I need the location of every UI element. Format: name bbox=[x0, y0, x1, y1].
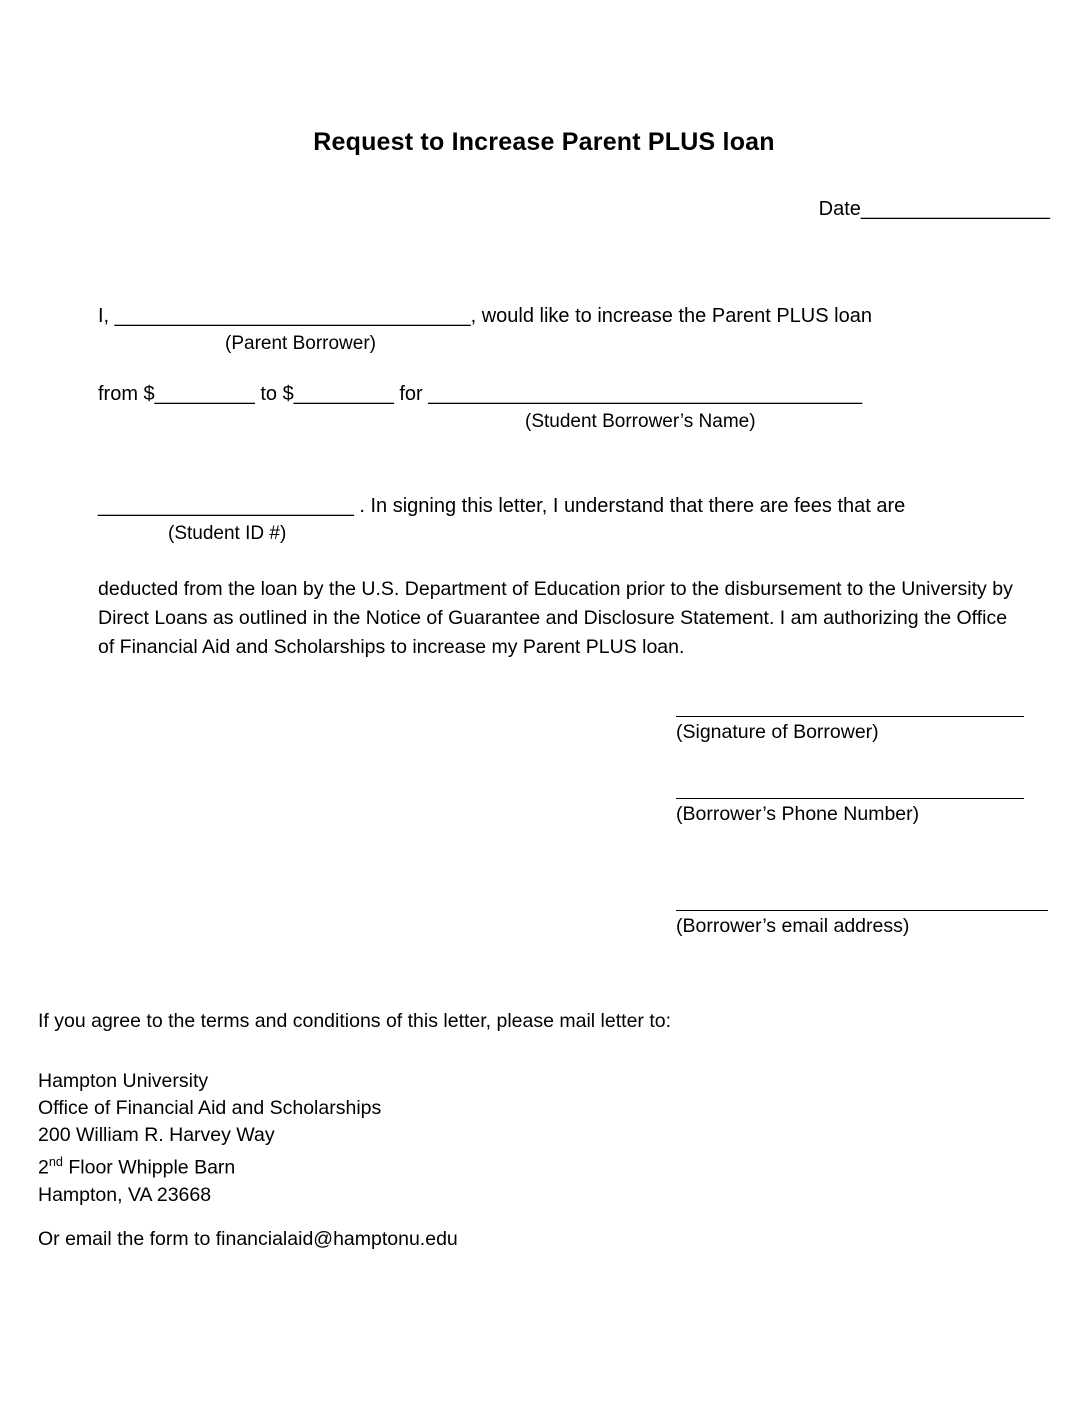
signature-label: (Signature of Borrower) bbox=[676, 721, 879, 743]
address-line-2: Office of Financial Aid and Scholarships bbox=[38, 1097, 382, 1119]
address-line-4-ordinal: nd bbox=[48, 1155, 63, 1169]
caption-parent-borrower: (Parent Borrower) bbox=[225, 333, 376, 354]
student-id-line: _______________________ . In signing this letter, I understand that there are fees that are bbox=[98, 495, 906, 517]
amount-change-line: from $_________ to $_________ for _______________________________________ bbox=[98, 383, 863, 405]
signature-block-email bbox=[676, 910, 1036, 938]
page-title: Request to Increase Parent PLUS loan bbox=[313, 128, 775, 156]
address-line-3: 200 William R. Harvey Way bbox=[38, 1124, 275, 1146]
borrower-intro-line: I, ________________________________, would like to increase the Parent PLUS loan bbox=[98, 305, 872, 327]
signature-block-phone bbox=[676, 798, 1036, 826]
address-line-1: Hampton University bbox=[38, 1070, 209, 1092]
address-line-4 bbox=[38, 1149, 381, 1182]
address-line-4-prefix: 2 bbox=[38, 1156, 49, 1179]
email-submission-line: Or email the form to financialaid@hamptonu.edu bbox=[38, 1228, 458, 1250]
signature-rule bbox=[676, 716, 1024, 717]
caption-student-id: (Student ID #) bbox=[168, 523, 287, 544]
mailing-address bbox=[38, 1068, 381, 1209]
email-rule bbox=[676, 910, 1048, 911]
phone-label: (Borrower’s Phone Number) bbox=[676, 803, 920, 825]
caption-student-borrower-name: (Student Borrower’s Name) bbox=[525, 411, 756, 432]
address-line-4-suffix: Floor Whipple Barn bbox=[62, 1156, 236, 1179]
date-field-line: Date_________________ bbox=[818, 198, 1050, 220]
terms-paragraph: deducted from the loan by the U.S. Department of Education prior to the disbursement to the University by Direct Loans as outlined in the Notice of Guarantee and Disclosure Statement. I am authorizing the Office of Financial Aid and Scholarships to increase my Parent PLUS loan. bbox=[98, 578, 1013, 658]
address-line-5: Hampton, VA 23668 bbox=[38, 1183, 212, 1206]
email-label: (Borrower’s email address) bbox=[676, 915, 910, 937]
mailing-instructions: If you agree to the terms and conditions of this letter, please mail letter to: bbox=[38, 1010, 672, 1032]
signature-block-signature bbox=[676, 716, 1036, 744]
phone-rule bbox=[676, 798, 1024, 799]
